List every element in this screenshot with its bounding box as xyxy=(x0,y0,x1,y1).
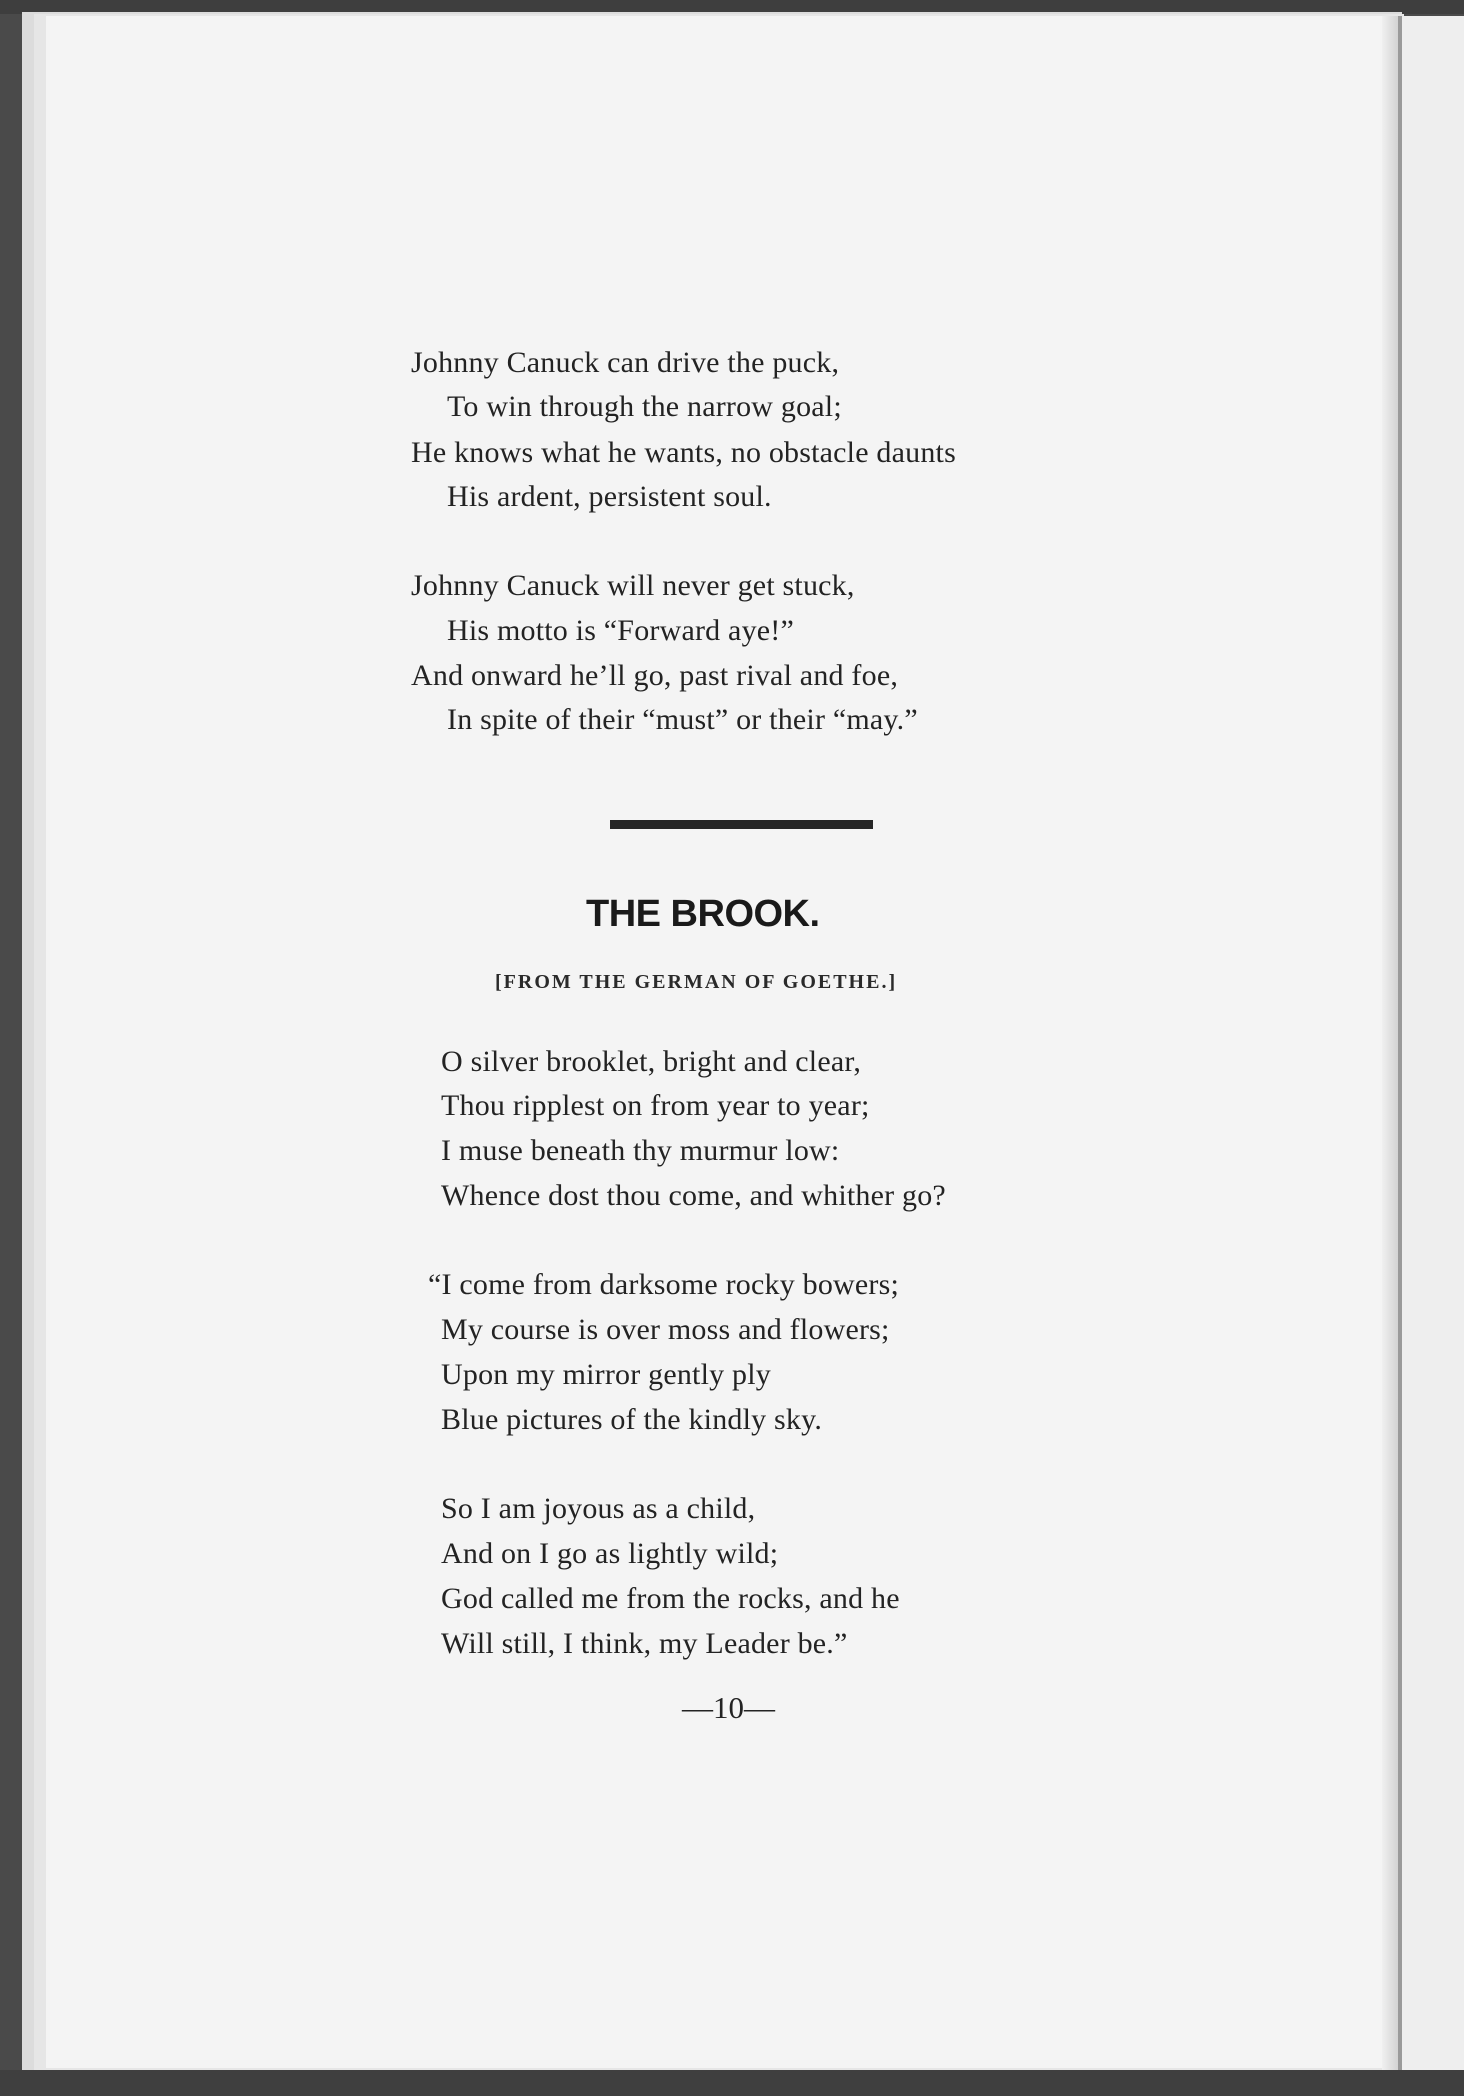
poem-title: THE BROOK. xyxy=(586,893,820,935)
poem-line: O silver brooklet, bright and clear, xyxy=(441,1045,862,1078)
poem-line: I muse beneath thy murmur low: xyxy=(441,1134,840,1167)
poem-line: His ardent, persistent soul. xyxy=(447,480,772,513)
poem-line: His motto is “Forward aye!” xyxy=(447,614,794,647)
poem-line: Johnny Canuck can drive the puck, xyxy=(411,346,840,379)
facing-page-edge xyxy=(1398,16,1464,2072)
poem-line: In spite of their “must” or their “may.” xyxy=(447,703,918,736)
poem-line: God called me from the rocks, and he xyxy=(441,1582,900,1615)
poem-line: Blue pictures of the kindly sky. xyxy=(441,1403,823,1436)
poem-line: My course is over moss and flowers; xyxy=(441,1313,890,1346)
poem-line: He knows what he wants, no obstacle daunts xyxy=(411,436,956,469)
poem-line: And onward he’ll go, past rival and foe, xyxy=(411,659,899,692)
poem-line: And on I go as lightly wild; xyxy=(441,1537,779,1570)
poem-line: Thou ripplest on from year to year; xyxy=(441,1089,870,1122)
poem-line: “I come from darksome rocky bowers; xyxy=(428,1268,900,1301)
poem-line: Johnny Canuck will never get stuck, xyxy=(411,569,855,602)
poem-line: Upon my mirror gently ply xyxy=(441,1358,771,1391)
poem-subtitle: [FROM THE GERMAN OF GOETHE.] xyxy=(495,971,898,993)
poem-line: Whence dost thou come, and whither go? xyxy=(441,1179,946,1212)
book-page xyxy=(46,16,1398,2068)
poem-line: So I am joyous as a child, xyxy=(441,1492,756,1525)
scan-bottom-edge xyxy=(0,2070,1464,2096)
section-divider xyxy=(610,820,873,829)
page-number: —10— xyxy=(682,1690,775,1725)
poem-line: To win through the narrow goal; xyxy=(447,390,842,423)
poem-line: Will still, I think, my Leader be.” xyxy=(441,1627,848,1660)
